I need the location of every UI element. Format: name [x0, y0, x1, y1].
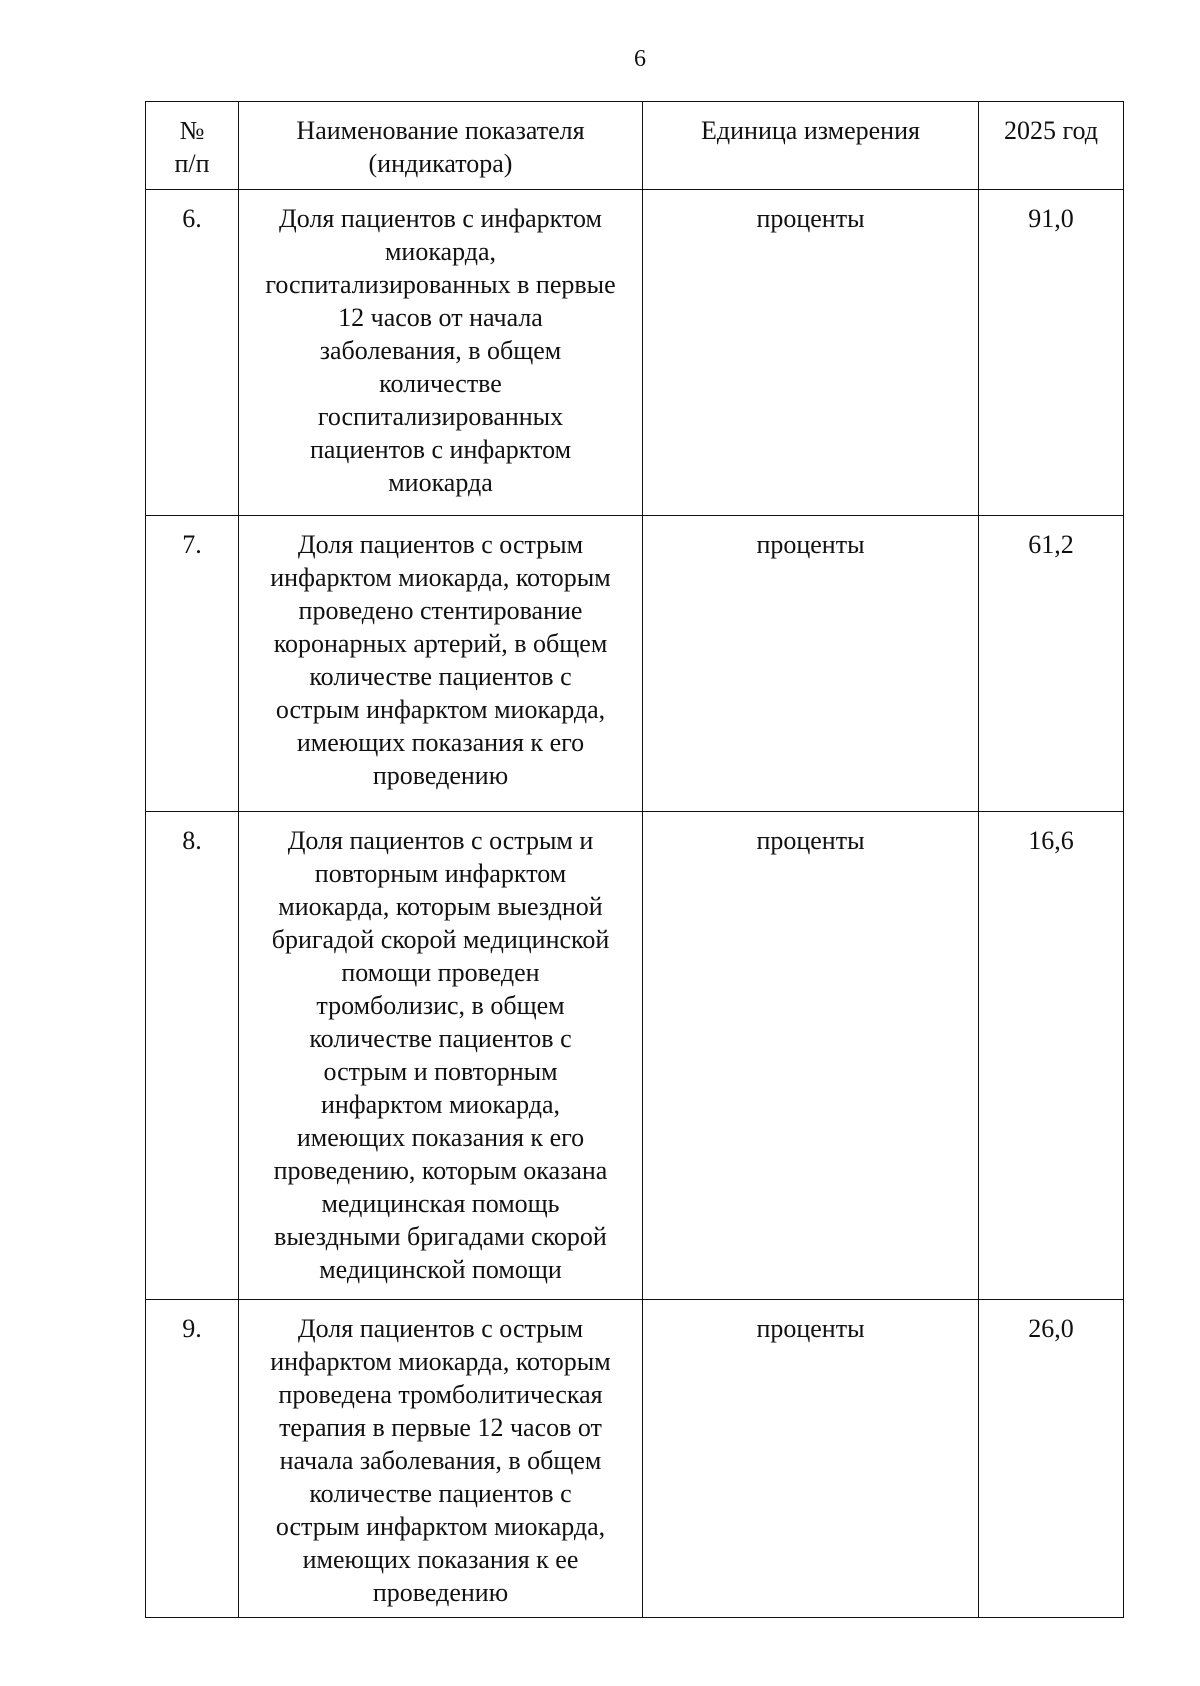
- indicator-name-line: 12 часов от начала: [338, 303, 543, 332]
- header-number-line: №: [179, 116, 205, 145]
- indicators-table: [145, 101, 1124, 1618]
- indicator-name-line: имеющих показания к его: [296, 1123, 585, 1152]
- row-value: 26,0: [979, 1300, 1124, 1618]
- indicator-name-line: Доля пациентов с острым: [297, 530, 584, 559]
- row-indicator-name: [239, 190, 643, 516]
- row-value: 61,2: [979, 516, 1124, 812]
- table-row: [146, 190, 1124, 516]
- indicator-name-line: пациентов с инфарктом: [309, 435, 572, 464]
- indicator-name-line: имеющих показания к ее: [302, 1545, 579, 1574]
- indicator-name-line: миокарда, которым выездной: [278, 892, 603, 921]
- row-unit: проценты: [643, 190, 979, 516]
- indicator-name-line: начала заболевания, в общем: [279, 1446, 602, 1475]
- indicator-name-line: терапия в первые 12 часов от: [279, 1413, 602, 1442]
- table-row: [146, 812, 1124, 1300]
- indicator-name-line: заболевания, в общем: [319, 336, 562, 365]
- indicator-name-line: количестве пациентов с: [309, 1479, 572, 1508]
- indicator-name-line: повторным инфарктом: [314, 859, 567, 888]
- header-indicator-name-line: Наименование показателя: [296, 116, 585, 145]
- indicator-name-line: проведению: [372, 1578, 509, 1607]
- row-number: 7.: [146, 516, 239, 812]
- indicator-name-line: проведению: [372, 761, 509, 790]
- table-header-row: [146, 102, 1124, 190]
- indicator-name-line: проведена тромболитическая: [278, 1380, 603, 1409]
- row-indicator-name: [239, 1300, 643, 1618]
- indicator-name-line: Доля пациентов с инфарктом: [279, 204, 602, 233]
- indicator-name-line: тромболизис, в общем: [316, 991, 565, 1020]
- indicator-name-line: миокарда: [388, 468, 493, 497]
- row-unit: проценты: [643, 812, 979, 1300]
- row-value: 16,6: [979, 812, 1124, 1300]
- header-indicator-name-line: (индикатора): [368, 149, 513, 178]
- indicator-name-line: количестве: [379, 369, 502, 398]
- indicator-name-line: инфарктом миокарда,: [320, 1090, 561, 1119]
- indicator-name-line: медицинской помощи: [319, 1255, 562, 1284]
- indicator-name-line: количестве пациентов с: [309, 662, 572, 691]
- indicator-name-line: проведено стентирование: [298, 596, 583, 625]
- row-indicator-name: [239, 516, 643, 812]
- header-number-line: п/п: [174, 149, 210, 178]
- row-unit: проценты: [643, 1300, 979, 1618]
- row-number: 9.: [146, 1300, 239, 1618]
- page-number: 6: [634, 46, 646, 72]
- indicator-name-line: медицинская помощь: [321, 1189, 560, 1218]
- indicator-name-line: бригадой скорой медицинской: [271, 925, 610, 954]
- indicator-name-line: помощи проведен: [341, 958, 540, 987]
- header-number: [146, 102, 239, 190]
- row-unit: проценты: [643, 516, 979, 812]
- indicator-name-line: инфарктом миокарда, которым: [270, 563, 611, 592]
- indicator-name-line: выездными бригадами скорой: [274, 1222, 607, 1251]
- indicator-name-line: миокарда,: [384, 237, 497, 266]
- row-number: 6.: [146, 190, 239, 516]
- table-row: [146, 1300, 1124, 1618]
- indicator-name-line: проведению, которым оказана: [273, 1156, 608, 1185]
- row-value: 91,0: [979, 190, 1124, 516]
- indicator-name-line: острым инфарктом миокарда,: [275, 695, 606, 724]
- header-year-value-line: 2025 год: [1004, 116, 1098, 145]
- header-unit: [643, 102, 979, 190]
- indicator-name-line: госпитализированных: [317, 402, 564, 431]
- indicator-name-line: Доля пациентов с острым и: [287, 826, 594, 855]
- table-row: [146, 516, 1124, 812]
- header-indicator-name: [239, 102, 643, 190]
- header-unit-line: Единица измерения: [701, 116, 920, 145]
- indicator-name-line: острым и повторным: [323, 1057, 558, 1086]
- indicator-name-line: Доля пациентов с острым: [297, 1314, 584, 1343]
- indicator-name-line: острым инфарктом миокарда,: [275, 1512, 606, 1541]
- header-year-value: [979, 102, 1124, 190]
- indicator-name-line: госпитализированных в первые: [265, 270, 616, 299]
- indicator-name-line: инфарктом миокарда, которым: [270, 1347, 611, 1376]
- indicator-name-line: коронарных артерий, в общем: [273, 629, 608, 658]
- row-number: 8.: [146, 812, 239, 1300]
- indicator-name-line: количестве пациентов с: [309, 1024, 572, 1053]
- indicator-name-line: имеющих показания к его: [296, 728, 585, 757]
- row-indicator-name: [239, 812, 643, 1300]
